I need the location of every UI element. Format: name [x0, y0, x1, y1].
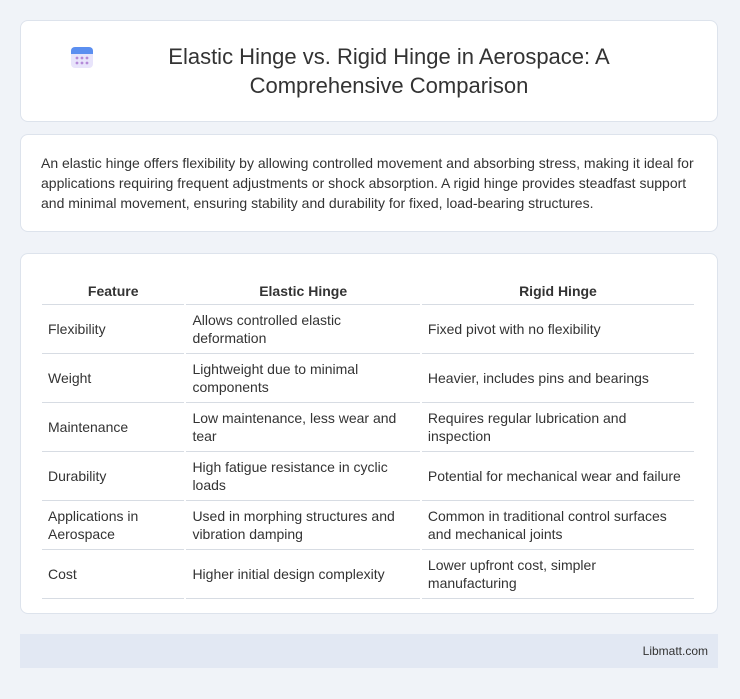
comparison-table	[40, 274, 696, 599]
table-row	[42, 354, 694, 403]
feature-cell: Cost	[42, 550, 184, 599]
footer-brand[interactable]: Libmatt.com	[642, 644, 708, 658]
table-row	[42, 305, 694, 354]
elastic-cell: Low maintenance, less wear and tear	[186, 403, 419, 452]
rigid-cell: Requires regular lubrication and inspection	[422, 403, 694, 452]
elastic-cell: Lightweight due to minimal components	[186, 354, 419, 403]
elastic-cell: Higher initial design complexity	[186, 550, 419, 599]
feature-cell: Flexibility	[42, 305, 184, 354]
elastic-cell: Used in morphing structures and vibration damping	[186, 501, 419, 550]
header-feature: Feature	[42, 274, 184, 305]
intro-card	[20, 134, 718, 232]
rigid-cell: Potential for mechanical wear and failure	[422, 452, 694, 501]
title-card	[20, 20, 718, 122]
feature-cell: Maintenance	[42, 403, 184, 452]
comparison-card	[20, 253, 718, 614]
table-row	[42, 403, 694, 452]
page-title: Elastic Hinge vs. Rigid Hinge in Aerospace: A Comprehensive Comparison	[168, 44, 610, 98]
calendar-icon	[69, 44, 95, 70]
intro-paragraph: An elastic hinge offers flexibility by allowing controlled movement and absorbing stress, making it ideal for applications requiring frequent adjustments or shock absorption. A rigid hinge provides steadfast support and minimal movement, ensuring stability and durability for fixed, load-bearing structures.	[41, 155, 694, 211]
feature-cell: Durability	[42, 452, 184, 501]
table-row	[42, 550, 694, 599]
rigid-cell: Fixed pivot with no flexibility	[422, 305, 694, 354]
rigid-cell: Common in traditional control surfaces and mechanical joints	[422, 501, 694, 550]
table-row	[42, 501, 694, 550]
table-row	[42, 452, 694, 501]
rigid-cell: Heavier, includes pins and bearings	[422, 354, 694, 403]
elastic-cell: High fatigue resistance in cyclic loads	[186, 452, 419, 501]
header-rigid-hinge: Rigid Hinge	[422, 274, 694, 305]
feature-cell: Weight	[42, 354, 184, 403]
elastic-cell: Allows controlled elastic deformation	[186, 305, 419, 354]
title-wrap	[69, 42, 669, 100]
rigid-cell: Lower upfront cost, simpler manufacturing	[422, 550, 694, 599]
table-header-row	[42, 274, 694, 305]
footer-bar	[20, 634, 718, 668]
header-elastic-hinge: Elastic Hinge	[186, 274, 419, 305]
feature-cell: Applications in Aerospace	[42, 501, 184, 550]
